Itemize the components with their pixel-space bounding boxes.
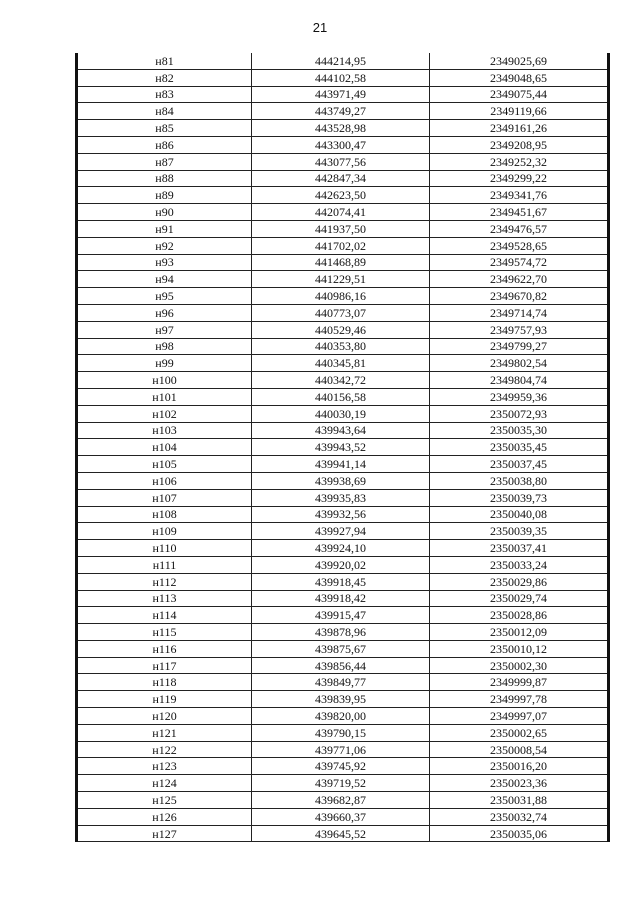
table-row bbox=[77, 590, 609, 607]
x-coordinate-cell: 443077,56 bbox=[252, 153, 430, 170]
table-row bbox=[77, 187, 609, 204]
y-coordinate-cell: 2349119,66 bbox=[430, 103, 609, 120]
point-id-cell: н84 bbox=[77, 103, 252, 120]
y-coordinate-cell: 2349025,69 bbox=[430, 53, 609, 69]
x-coordinate-cell: 440030,19 bbox=[252, 405, 430, 422]
table-row bbox=[77, 674, 609, 691]
point-id-cell: н113 bbox=[77, 590, 252, 607]
table-row bbox=[77, 825, 609, 842]
y-coordinate-cell: 2350028,86 bbox=[430, 607, 609, 624]
table-row bbox=[77, 741, 609, 758]
point-id-cell: н110 bbox=[77, 540, 252, 557]
point-id-cell: н123 bbox=[77, 758, 252, 775]
table-row bbox=[77, 355, 609, 372]
x-coordinate-cell: 440986,16 bbox=[252, 288, 430, 305]
y-coordinate-cell: 2349299,22 bbox=[430, 170, 609, 187]
x-coordinate-cell: 443749,27 bbox=[252, 103, 430, 120]
x-coordinate-cell: 444214,95 bbox=[252, 53, 430, 69]
x-coordinate-cell: 439682,87 bbox=[252, 792, 430, 809]
point-id-cell: н100 bbox=[77, 372, 252, 389]
table-row bbox=[77, 540, 609, 557]
y-coordinate-cell: 2349802,54 bbox=[430, 355, 609, 372]
point-id-cell: н111 bbox=[77, 556, 252, 573]
table-row bbox=[77, 170, 609, 187]
point-id-cell: н83 bbox=[77, 86, 252, 103]
x-coordinate-cell: 441229,51 bbox=[252, 271, 430, 288]
y-coordinate-cell: 2350008,54 bbox=[430, 741, 609, 758]
point-id-cell: н116 bbox=[77, 640, 252, 657]
y-coordinate-cell: 2350029,86 bbox=[430, 573, 609, 590]
y-coordinate-cell: 2350038,80 bbox=[430, 472, 609, 489]
coordinates-table bbox=[75, 53, 610, 842]
point-id-cell: н94 bbox=[77, 271, 252, 288]
y-coordinate-cell: 2349048,65 bbox=[430, 69, 609, 86]
x-coordinate-cell: 439719,52 bbox=[252, 775, 430, 792]
table-row bbox=[77, 691, 609, 708]
y-coordinate-cell: 2350035,06 bbox=[430, 825, 609, 842]
point-id-cell: н101 bbox=[77, 388, 252, 405]
point-id-cell: н87 bbox=[77, 153, 252, 170]
point-id-cell: н119 bbox=[77, 691, 252, 708]
y-coordinate-cell: 2350040,08 bbox=[430, 506, 609, 523]
table-row bbox=[77, 657, 609, 674]
y-coordinate-cell: 2350035,45 bbox=[430, 439, 609, 456]
y-coordinate-cell: 2350035,30 bbox=[430, 422, 609, 439]
point-id-cell: н88 bbox=[77, 170, 252, 187]
y-coordinate-cell: 2349341,76 bbox=[430, 187, 609, 204]
point-id-cell: н121 bbox=[77, 724, 252, 741]
y-coordinate-cell: 2350016,20 bbox=[430, 758, 609, 775]
table-row bbox=[77, 523, 609, 540]
x-coordinate-cell: 439941,14 bbox=[252, 456, 430, 473]
table-row bbox=[77, 321, 609, 338]
y-coordinate-cell: 2350002,65 bbox=[430, 724, 609, 741]
y-coordinate-cell: 2350039,35 bbox=[430, 523, 609, 540]
point-id-cell: н81 bbox=[77, 53, 252, 69]
y-coordinate-cell: 2349670,82 bbox=[430, 288, 609, 305]
table-row bbox=[77, 506, 609, 523]
table-row bbox=[77, 204, 609, 221]
y-coordinate-cell: 2350037,45 bbox=[430, 456, 609, 473]
table-row bbox=[77, 456, 609, 473]
table-row bbox=[77, 120, 609, 137]
point-id-cell: н118 bbox=[77, 674, 252, 691]
y-coordinate-cell: 2349959,36 bbox=[430, 388, 609, 405]
x-coordinate-cell: 444102,58 bbox=[252, 69, 430, 86]
coordinates-table-body bbox=[77, 53, 609, 842]
y-coordinate-cell: 2349997,07 bbox=[430, 708, 609, 725]
x-coordinate-cell: 439915,47 bbox=[252, 607, 430, 624]
point-id-cell: н98 bbox=[77, 338, 252, 355]
table-row bbox=[77, 254, 609, 271]
table-row bbox=[77, 388, 609, 405]
y-coordinate-cell: 2350032,74 bbox=[430, 808, 609, 825]
x-coordinate-cell: 439938,69 bbox=[252, 472, 430, 489]
x-coordinate-cell: 443528,98 bbox=[252, 120, 430, 137]
table-row bbox=[77, 489, 609, 506]
table-row bbox=[77, 220, 609, 237]
table-row bbox=[77, 86, 609, 103]
point-id-cell: н103 bbox=[77, 422, 252, 439]
y-coordinate-cell: 2349714,74 bbox=[430, 304, 609, 321]
y-coordinate-cell: 2350072,93 bbox=[430, 405, 609, 422]
point-id-cell: н107 bbox=[77, 489, 252, 506]
point-id-cell: н109 bbox=[77, 523, 252, 540]
y-coordinate-cell: 2349528,65 bbox=[430, 237, 609, 254]
table-row bbox=[77, 792, 609, 809]
point-id-cell: н105 bbox=[77, 456, 252, 473]
table-row bbox=[77, 271, 609, 288]
x-coordinate-cell: 440353,80 bbox=[252, 338, 430, 355]
point-id-cell: н104 bbox=[77, 439, 252, 456]
x-coordinate-cell: 440529,46 bbox=[252, 321, 430, 338]
y-coordinate-cell: 2350012,09 bbox=[430, 624, 609, 641]
table-row bbox=[77, 237, 609, 254]
table-row bbox=[77, 573, 609, 590]
table-row bbox=[77, 288, 609, 305]
y-coordinate-cell: 2349804,74 bbox=[430, 372, 609, 389]
table-row bbox=[77, 624, 609, 641]
x-coordinate-cell: 441937,50 bbox=[252, 220, 430, 237]
point-id-cell: н95 bbox=[77, 288, 252, 305]
x-coordinate-cell: 439875,67 bbox=[252, 640, 430, 657]
table-row bbox=[77, 69, 609, 86]
table-row bbox=[77, 556, 609, 573]
point-id-cell: н114 bbox=[77, 607, 252, 624]
y-coordinate-cell: 2350002,30 bbox=[430, 657, 609, 674]
y-coordinate-cell: 2349622,70 bbox=[430, 271, 609, 288]
point-id-cell: н108 bbox=[77, 506, 252, 523]
y-coordinate-cell: 2350037,41 bbox=[430, 540, 609, 557]
y-coordinate-cell: 2350039,73 bbox=[430, 489, 609, 506]
table-row bbox=[77, 708, 609, 725]
x-coordinate-cell: 440156,58 bbox=[252, 388, 430, 405]
x-coordinate-cell: 440342,72 bbox=[252, 372, 430, 389]
y-coordinate-cell: 2349451,67 bbox=[430, 204, 609, 221]
x-coordinate-cell: 439856,44 bbox=[252, 657, 430, 674]
point-id-cell: н122 bbox=[77, 741, 252, 758]
x-coordinate-cell: 439935,83 bbox=[252, 489, 430, 506]
point-id-cell: н127 bbox=[77, 825, 252, 842]
table-row bbox=[77, 808, 609, 825]
x-coordinate-cell: 439927,94 bbox=[252, 523, 430, 540]
x-coordinate-cell: 442074,41 bbox=[252, 204, 430, 221]
y-coordinate-cell: 2349476,57 bbox=[430, 220, 609, 237]
table-row bbox=[77, 724, 609, 741]
x-coordinate-cell: 439878,96 bbox=[252, 624, 430, 641]
x-coordinate-cell: 442623,50 bbox=[252, 187, 430, 204]
x-coordinate-cell: 439918,42 bbox=[252, 590, 430, 607]
table-row bbox=[77, 304, 609, 321]
point-id-cell: н82 bbox=[77, 69, 252, 86]
point-id-cell: н124 bbox=[77, 775, 252, 792]
table-row bbox=[77, 53, 609, 69]
point-id-cell: н92 bbox=[77, 237, 252, 254]
x-coordinate-cell: 439820,00 bbox=[252, 708, 430, 725]
x-coordinate-cell: 439918,45 bbox=[252, 573, 430, 590]
table-row bbox=[77, 136, 609, 153]
table-row bbox=[77, 405, 609, 422]
x-coordinate-cell: 442847,34 bbox=[252, 170, 430, 187]
point-id-cell: н112 bbox=[77, 573, 252, 590]
x-coordinate-cell: 439839,95 bbox=[252, 691, 430, 708]
x-coordinate-cell: 440345,81 bbox=[252, 355, 430, 372]
y-coordinate-cell: 2349161,26 bbox=[430, 120, 609, 137]
y-coordinate-cell: 2350033,24 bbox=[430, 556, 609, 573]
point-id-cell: н126 bbox=[77, 808, 252, 825]
y-coordinate-cell: 2350031,88 bbox=[430, 792, 609, 809]
x-coordinate-cell: 439924,10 bbox=[252, 540, 430, 557]
y-coordinate-cell: 2349799,27 bbox=[430, 338, 609, 355]
table-row bbox=[77, 758, 609, 775]
x-coordinate-cell: 441468,89 bbox=[252, 254, 430, 271]
y-coordinate-cell: 2349252,32 bbox=[430, 153, 609, 170]
point-id-cell: н125 bbox=[77, 792, 252, 809]
point-id-cell: н89 bbox=[77, 187, 252, 204]
point-id-cell: н115 bbox=[77, 624, 252, 641]
x-coordinate-cell: 441702,02 bbox=[252, 237, 430, 254]
x-coordinate-cell: 439790,15 bbox=[252, 724, 430, 741]
y-coordinate-cell: 2349757,93 bbox=[430, 321, 609, 338]
x-coordinate-cell: 440773,07 bbox=[252, 304, 430, 321]
point-id-cell: н90 bbox=[77, 204, 252, 221]
point-id-cell: н85 bbox=[77, 120, 252, 137]
point-id-cell: н120 bbox=[77, 708, 252, 725]
x-coordinate-cell: 439645,52 bbox=[252, 825, 430, 842]
point-id-cell: н106 bbox=[77, 472, 252, 489]
table-row bbox=[77, 153, 609, 170]
point-id-cell: н102 bbox=[77, 405, 252, 422]
x-coordinate-cell: 439771,06 bbox=[252, 741, 430, 758]
x-coordinate-cell: 443971,49 bbox=[252, 86, 430, 103]
point-id-cell: н117 bbox=[77, 657, 252, 674]
point-id-cell: н99 bbox=[77, 355, 252, 372]
page-number: 21 bbox=[312, 20, 328, 35]
x-coordinate-cell: 443300,47 bbox=[252, 136, 430, 153]
point-id-cell: н91 bbox=[77, 220, 252, 237]
table-row bbox=[77, 640, 609, 657]
x-coordinate-cell: 439943,52 bbox=[252, 439, 430, 456]
x-coordinate-cell: 439849,77 bbox=[252, 674, 430, 691]
y-coordinate-cell: 2349999,87 bbox=[430, 674, 609, 691]
y-coordinate-cell: 2349574,72 bbox=[430, 254, 609, 271]
x-coordinate-cell: 439920,02 bbox=[252, 556, 430, 573]
y-coordinate-cell: 2349997,78 bbox=[430, 691, 609, 708]
point-id-cell: н86 bbox=[77, 136, 252, 153]
x-coordinate-cell: 439660,37 bbox=[252, 808, 430, 825]
point-id-cell: н93 bbox=[77, 254, 252, 271]
y-coordinate-cell: 2350029,74 bbox=[430, 590, 609, 607]
y-coordinate-cell: 2349208,95 bbox=[430, 136, 609, 153]
table-row bbox=[77, 472, 609, 489]
table-row bbox=[77, 372, 609, 389]
table-row bbox=[77, 775, 609, 792]
y-coordinate-cell: 2349075,44 bbox=[430, 86, 609, 103]
x-coordinate-cell: 439745,92 bbox=[252, 758, 430, 775]
y-coordinate-cell: 2350023,36 bbox=[430, 775, 609, 792]
point-id-cell: н97 bbox=[77, 321, 252, 338]
table-row bbox=[77, 103, 609, 120]
y-coordinate-cell: 2350010,12 bbox=[430, 640, 609, 657]
x-coordinate-cell: 439932,56 bbox=[252, 506, 430, 523]
table-row bbox=[77, 607, 609, 624]
table-row bbox=[77, 338, 609, 355]
x-coordinate-cell: 439943,64 bbox=[252, 422, 430, 439]
point-id-cell: н96 bbox=[77, 304, 252, 321]
table-row bbox=[77, 422, 609, 439]
table-row bbox=[77, 439, 609, 456]
